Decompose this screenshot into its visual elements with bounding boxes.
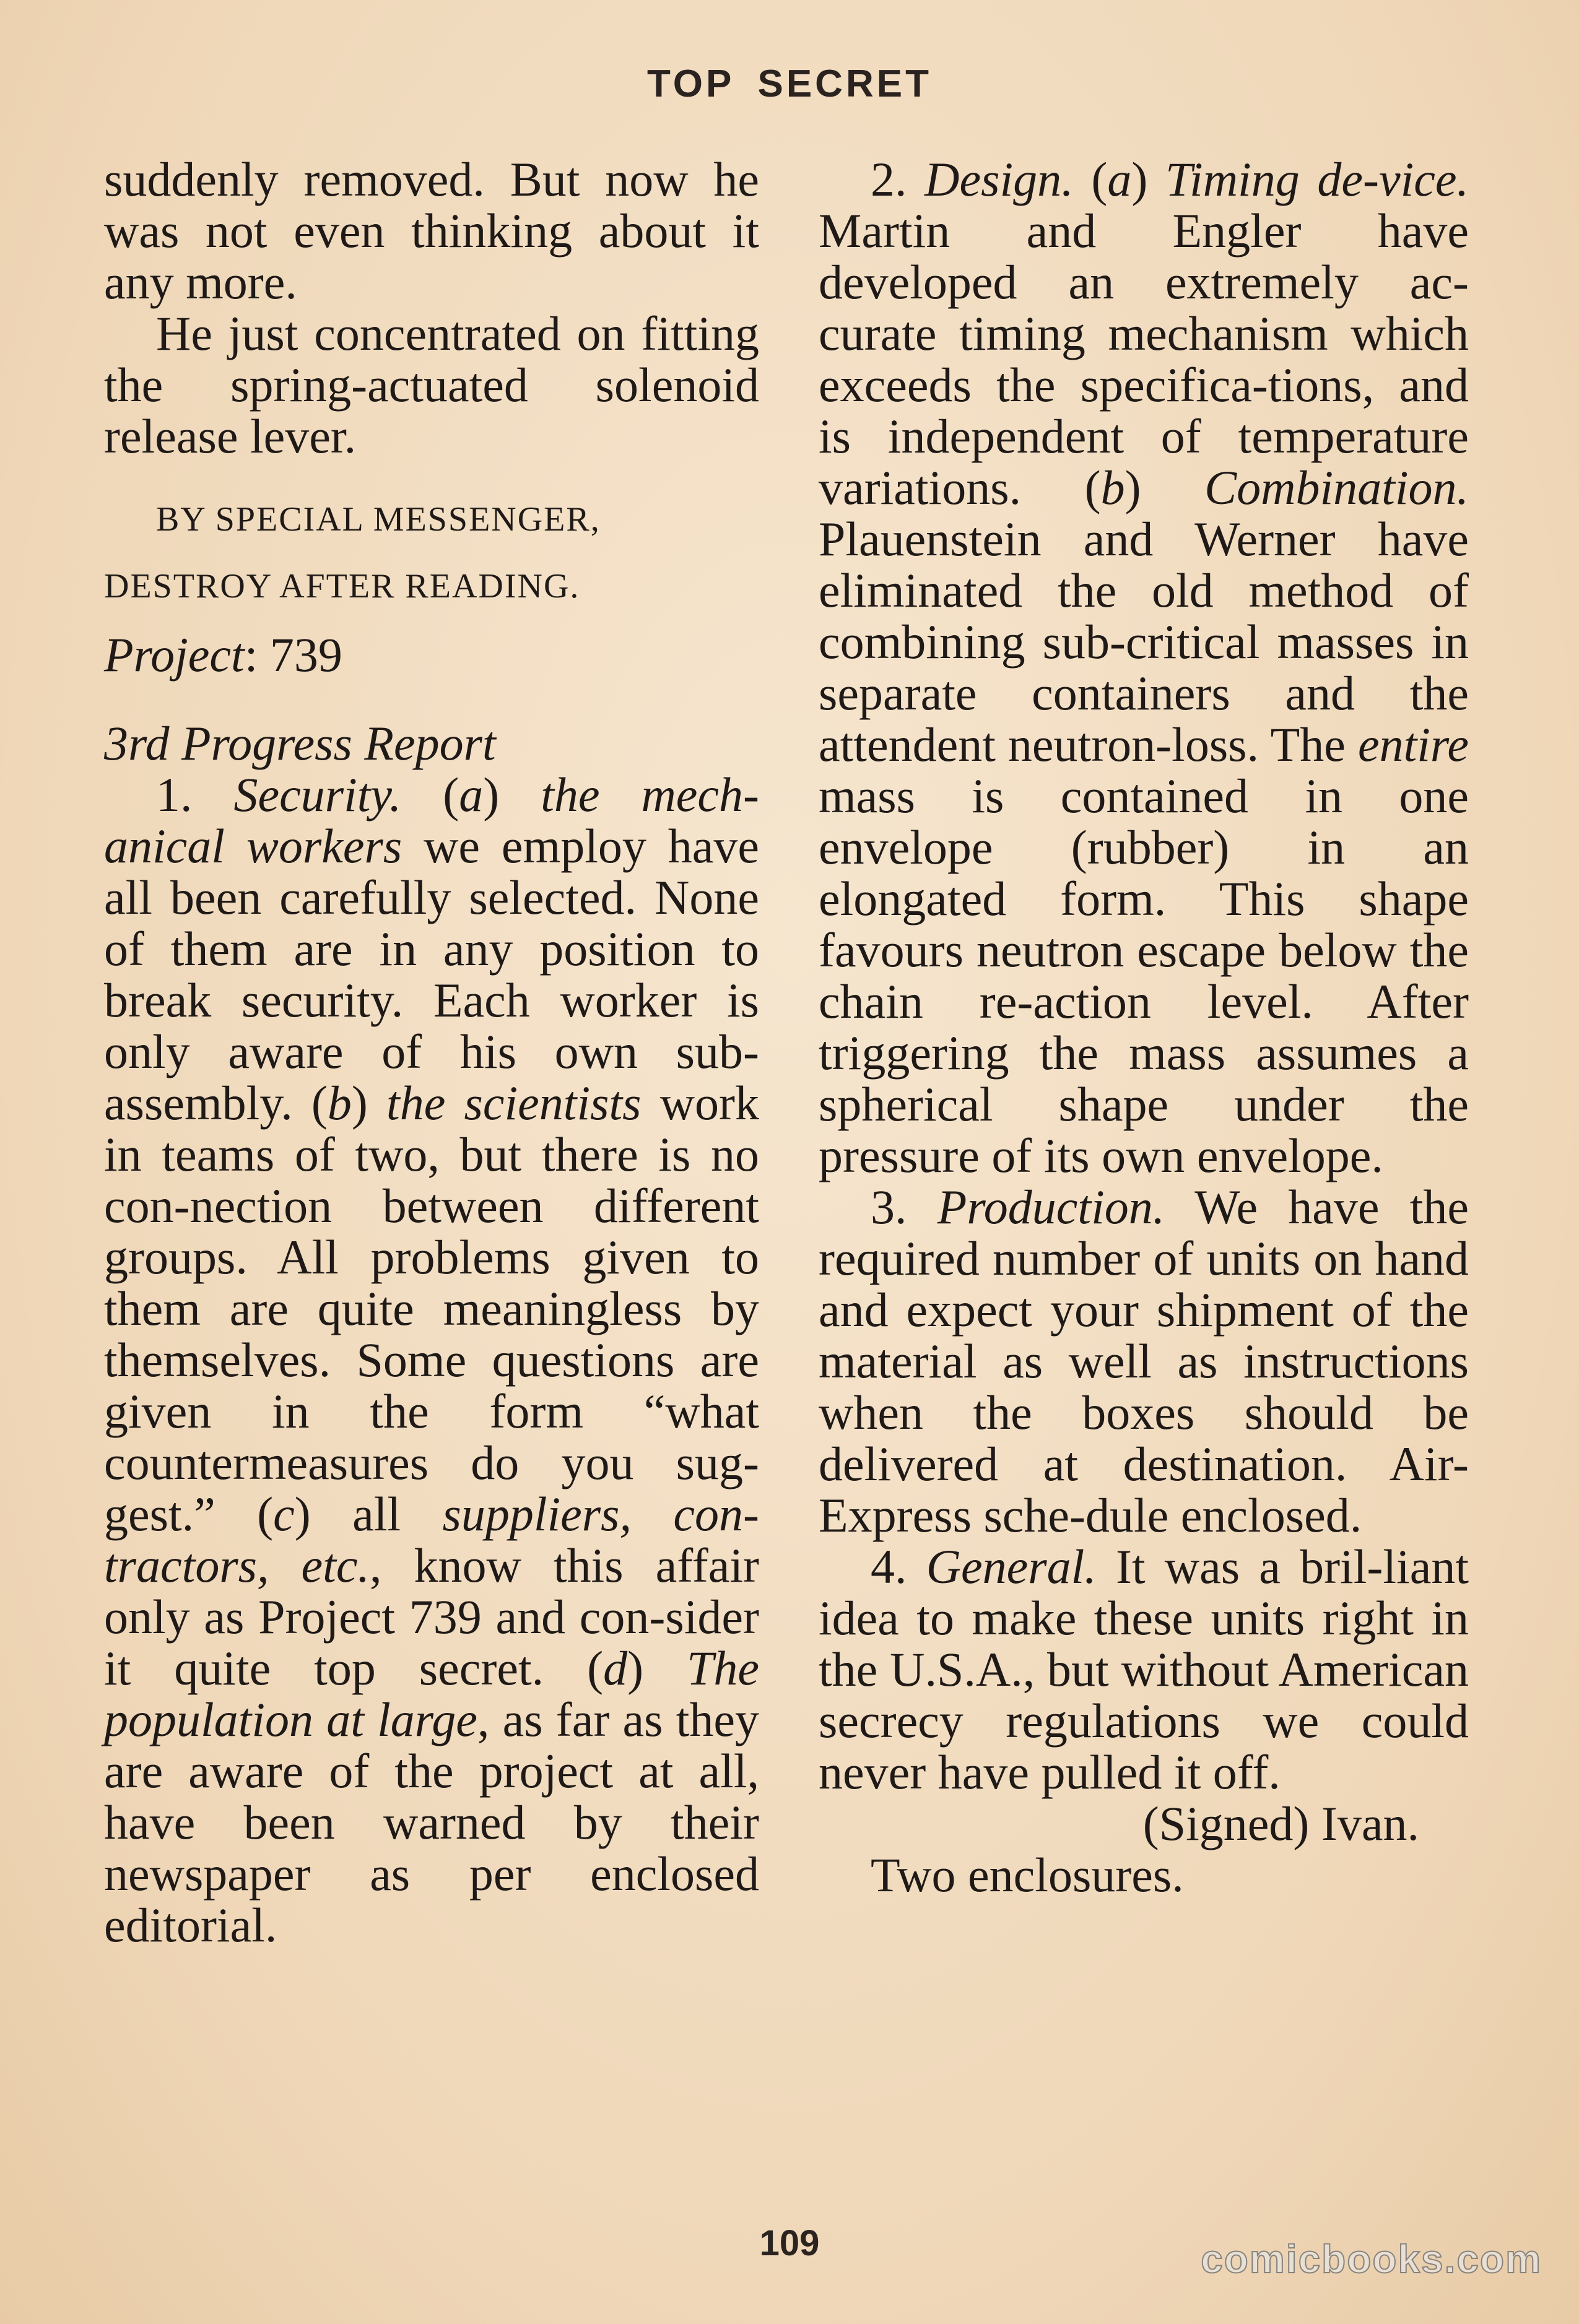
section-number: 3. (871, 1180, 937, 1234)
project-colon: : (244, 628, 258, 682)
paren-open: ( (1073, 152, 1108, 206)
item-letter: d (603, 1641, 628, 1695)
paren-close: ) (351, 1076, 387, 1130)
paren-close: ) (627, 1641, 687, 1695)
item-letter: c (273, 1487, 295, 1541)
section-text: It was a bril-liant idea to make these units right in the U.S.A., but without American secrecy regulations we could never have pulled it off. (819, 1540, 1469, 1799)
paren-open: ( (401, 768, 459, 822)
item-letter: b (1100, 461, 1125, 514)
project-label: Project (104, 628, 245, 682)
item-text: work in teams of two, but there is no con-nection between different groups. All problems given to them are quite meaningless by themselves. Some questions are given in the form “what countermeasures do you sug-gest.” ( (104, 1076, 759, 1541)
item-text: Martin and Engler have developed an extremely ac-curate timing mechanism which exceeds the specifica-tions, and is independent of temperature variations. ( (819, 204, 1469, 514)
item-heading: the scientists (386, 1076, 642, 1130)
section-design (819, 154, 1469, 1181)
watermark: comicbooks.com (1201, 2237, 1542, 2281)
section-number: 4. (871, 1540, 926, 1593)
item-text: we employ have all been carefully selected. None of them are in any position to break security. Each worker is only aware of his own sub-assembly. ( (104, 819, 759, 1130)
section-number: 1. (156, 768, 234, 822)
section-production (819, 1181, 1469, 1541)
section-text: We have the required number of units on hand and expect your shipment of the material as well as instructions when the boxes should be delivered at destination. Air-Express sche-dule enclosed. (819, 1180, 1469, 1542)
narrative-paragraph-1: suddenly removed. But now he was not even thinking about it any more. (104, 152, 759, 309)
running-head: TOP SECRET (647, 63, 932, 105)
paren-close: ) (483, 768, 541, 822)
narrative-paragraph-2: He just concentrated on fitting the spring-actuated solenoid release lever. (104, 306, 759, 463)
signature: (Signed) Ivan. (1142, 1797, 1419, 1850)
section-heading: General. (926, 1540, 1097, 1593)
section-number: 2. (871, 152, 925, 206)
project-line (104, 629, 759, 680)
emphasis: entire (1357, 718, 1469, 771)
section-general (819, 1541, 1469, 1798)
item-heading: Timing de-vice. (1165, 152, 1469, 206)
item-text: Plauenstein and Werner have eliminated the old method of combining sub-critical masses in separate containers and the attendent neutron-loss. The (819, 512, 1469, 771)
item-letter: a (459, 768, 484, 822)
item-text: , as far as they are aware of the project at all, have been warned by their newspaper as per enclosed editorial. (104, 1693, 760, 1952)
page-number: 109 (759, 2223, 820, 2263)
item-heading: suppliers, con-tractors, etc. (104, 1487, 759, 1592)
section-heading: Production. (937, 1180, 1165, 1234)
section-security (104, 769, 759, 1951)
item-letter: a (1107, 152, 1132, 206)
item-heading: Combination. (1204, 461, 1469, 514)
paren-close: ) (1124, 461, 1205, 514)
paren-close: ) (1131, 152, 1165, 206)
section-heading: Security. (233, 768, 402, 822)
report-title-text: 3rd Progress Report (104, 716, 496, 770)
project-number: 739 (258, 628, 342, 682)
item-letter: b (327, 1076, 352, 1130)
report-title (104, 718, 759, 769)
enclosures-note: Two enclosures. (871, 1848, 1184, 1902)
right-column (819, 154, 1469, 1901)
item-heading: the mech-anical workers (104, 768, 760, 873)
header-destroy-after-reading: DESTROY AFTER READING. (104, 567, 580, 605)
section-heading: Design. (924, 152, 1074, 206)
header-special-messenger: BY SPECIAL MESSENGER, (156, 500, 601, 539)
left-column (104, 154, 759, 1951)
item-heading: The population at large (104, 1641, 759, 1746)
item-text: mass is contained in one envelope (rubber) in an elongated form. This shape favours neutron escape below the chain re-action level. After triggering the mass assumes a spherical shape under the pressure of its own envelope. (819, 769, 1469, 1182)
paren-close: ) all (294, 1487, 443, 1541)
item-text: , know this affair only as Project 739 and con-sider it quite top secret. ( (104, 1538, 760, 1695)
